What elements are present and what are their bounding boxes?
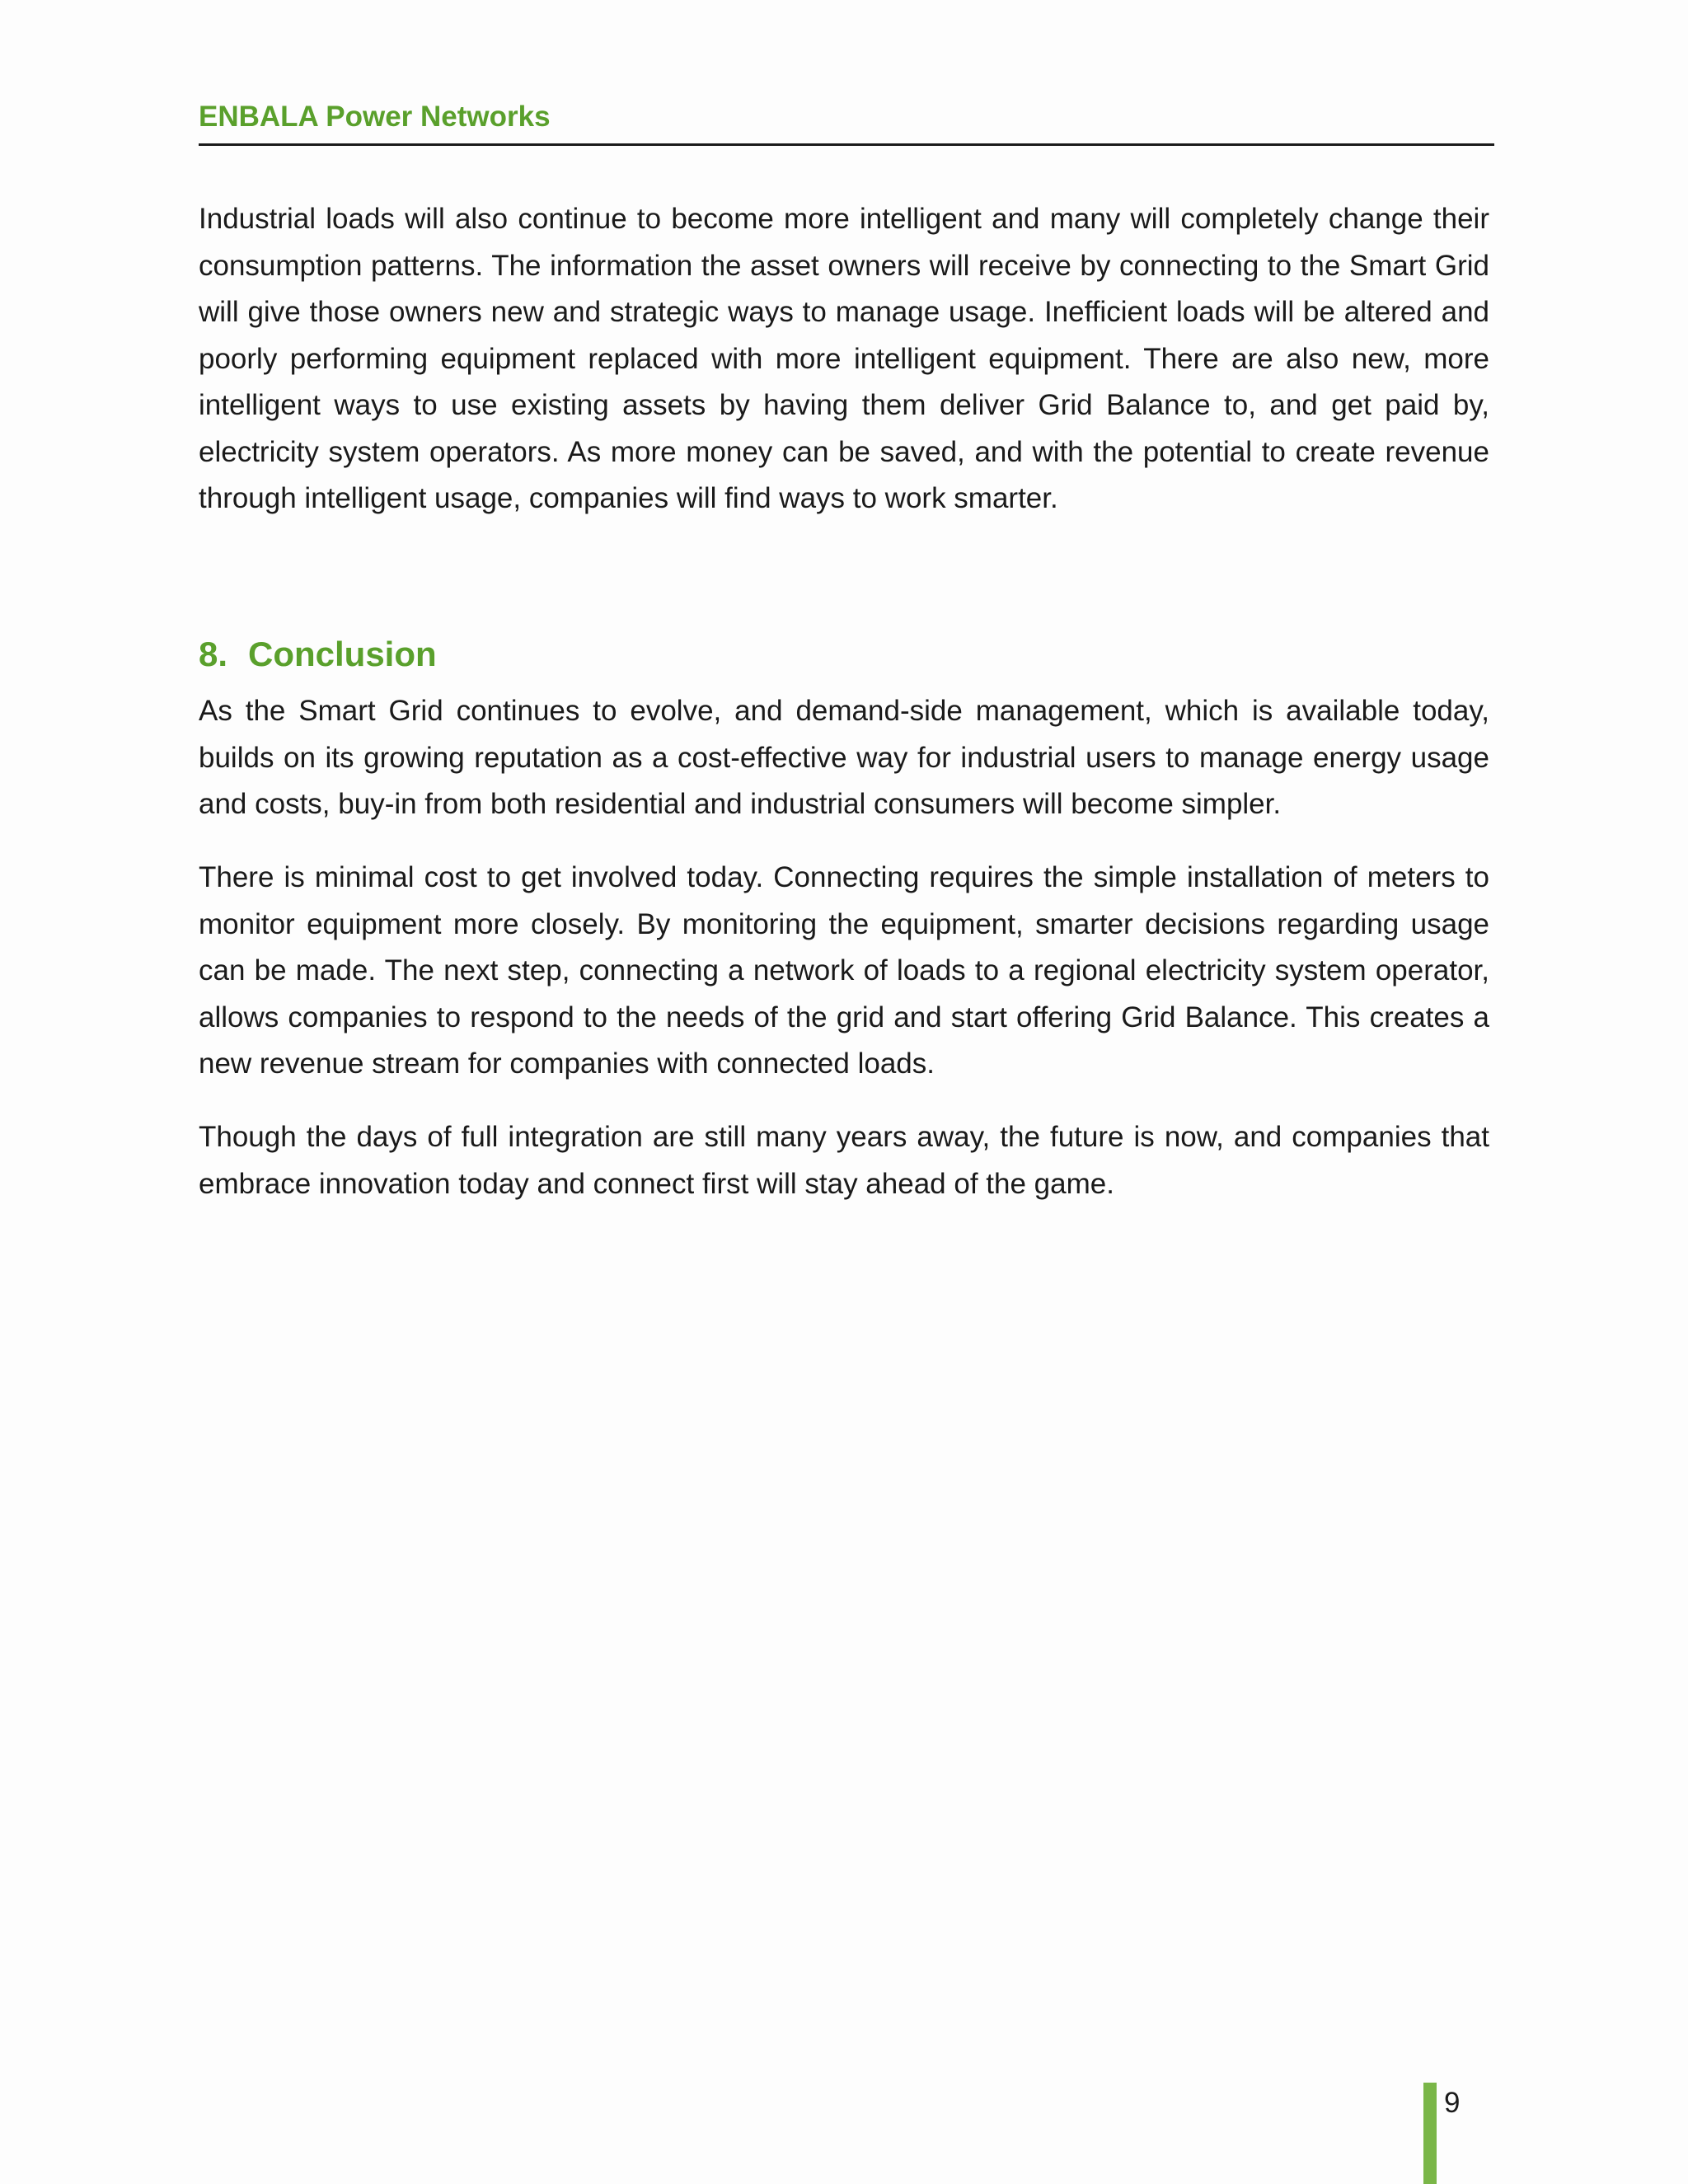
section-number: 8. <box>199 635 228 673</box>
conclusion-paragraph: Though the days of full integration are still many years away, the future is now, and companies that embrace innovation today and connect first will stay ahead of the game. <box>199 1121 1489 1200</box>
page-number: 9 <box>1444 2087 1461 2119</box>
section-title: Conclusion <box>248 635 437 673</box>
header-title: ENBALA Power Networks <box>199 101 551 133</box>
page-number-accent-bar <box>1423 2083 1437 2184</box>
conclusion-paragraph: As the Smart Grid continues to evolve, and demand-side management, which is available today, builds on its growing reputation as a cost-effective way for industrial users to manage energy usage and costs, buy-in from both residential and industrial consumers will become simpler. <box>199 695 1489 820</box>
conclusion-paragraph: There is minimal cost to get involved today. Connecting requires the simple installation of meters to monitor equipment more closely. By monitoring the equipment, smarter decisions regarding usage can be made. The next step, connecting a network of loads to a regional electricity system operator, allows companies to respond to the needs of the grid and start offering Grid Balance. This creates a new revenue stream for companies with connected loads. <box>199 861 1489 1080</box>
body-paragraph: Industrial loads will also continue to become more intelligent and many will completely change their consumption patterns. The information the asset owners will receive by connecting to the Smart Grid will give those owners new and strategic ways to manage usage. Inefficient loads will be altered and poorly performing equipment replaced with more intelligent equipment. There are also new, more intelligent ways to use existing assets by having them deliver Grid Balance to, and get paid by, electricity system operators. As more money can be saved, and with the potential to create revenue through intelligent usage, companies will find ways to work smarter. <box>199 203 1489 514</box>
section-heading <box>199 635 437 674</box>
page-header <box>199 97 1494 146</box>
